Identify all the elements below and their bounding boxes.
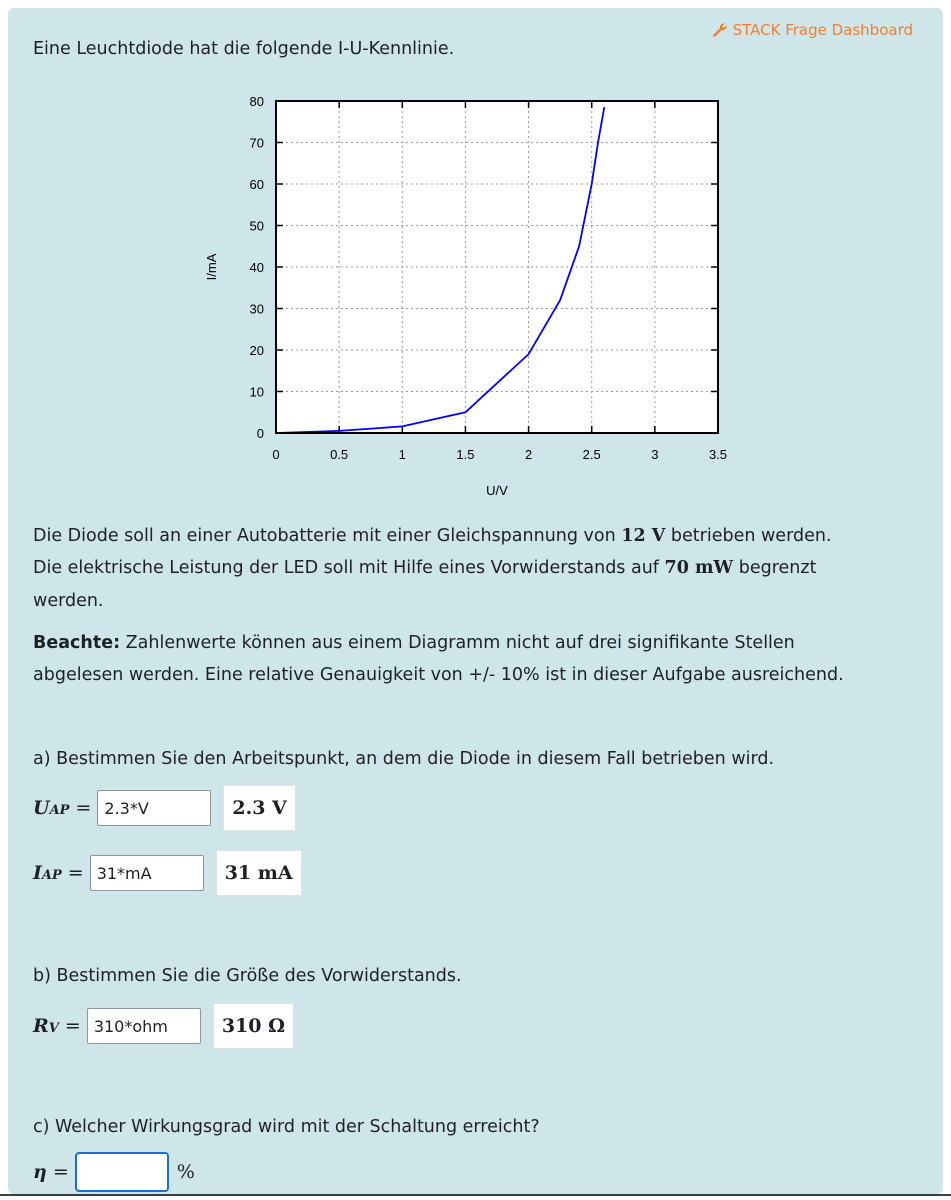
eta-input[interactable]	[75, 1152, 169, 1192]
intro-text: Eine Leuchtdiode hat die folgende I-U-Kennlinie.	[33, 39, 455, 59]
note-line-2: abgelesen werden. Eine relative Genauigkeit von +/- 10% ist in dieser Aufgabe ausreichend.	[33, 665, 844, 685]
r-v-display: 310 Ω	[213, 1003, 294, 1049]
x-tick-label: 0	[272, 447, 280, 462]
x-tick-label: 1	[398, 447, 406, 462]
problem-line-3: werden.	[33, 591, 104, 611]
i-ap-symbol: I	[33, 862, 42, 884]
y-tick-label: 40	[249, 260, 264, 275]
x-axis-label: U/V	[486, 483, 508, 498]
problem-line-2-pre: Die elektrische Leistung der LED soll mit Hilfe eines Vorwiderstands auf	[33, 558, 659, 578]
x-tick-label: 3.5	[708, 447, 728, 462]
y-tick-label: 70	[249, 135, 264, 151]
y-tick-label: 10	[249, 384, 264, 400]
eta-label: η =	[33, 1161, 69, 1183]
y-tick-label: 30	[249, 301, 264, 317]
problem-line-2	[33, 554, 816, 583]
power-value: 70 mW	[664, 558, 734, 578]
i-ap-subscript: AP	[41, 868, 62, 883]
eta-row	[33, 1152, 195, 1192]
dashboard-link-label: STACK Frage Dashboard	[732, 21, 913, 39]
r-v-label: R V =	[33, 1015, 81, 1037]
r-v-subscript: V	[48, 1021, 59, 1036]
u-ap-input[interactable]	[97, 790, 211, 826]
r-v-input[interactable]	[87, 1008, 201, 1044]
eta-unit: %	[176, 1161, 195, 1183]
y-tick-label: 60	[249, 177, 264, 192]
x-tick-label: 0.5	[330, 447, 349, 462]
x-tick-label: 1.5	[456, 447, 475, 462]
note-line-1	[33, 629, 795, 658]
u-ap-row	[33, 785, 296, 831]
u-ap-symbol: U	[33, 797, 50, 819]
bottom-border	[0, 1194, 951, 1196]
u-ap-subscript: AP	[49, 803, 70, 818]
problem-line-1-post: betrieben werden.	[670, 526, 832, 546]
i-ap-display: 31 mA	[216, 850, 302, 896]
r-v-row	[33, 1003, 294, 1049]
x-tick-label: 3	[651, 447, 659, 462]
y-tick-label: 80	[249, 94, 264, 109]
i-ap-row	[33, 850, 302, 896]
part-a-question: a) Bestimmen Sie den Arbeitspunkt, an dem die Diode in diesem Fall betrieben wird.	[33, 749, 775, 769]
voltage-value: 12 V	[621, 526, 666, 546]
x-tick-label: 2	[524, 447, 533, 462]
i-ap-label: I AP =	[33, 862, 84, 884]
note-label: Beachte:	[33, 633, 121, 653]
y-tick-label: 50	[249, 218, 264, 234]
problem-line-1	[33, 522, 832, 551]
y-tick-label: 20	[249, 343, 264, 358]
part-b-question: b) Bestimmen Sie die Größe des Vorwiderstands.	[33, 966, 462, 986]
note-text-1: Zahlenwerte können aus einem Diagramm nicht auf drei signifikante Stellen	[125, 633, 795, 653]
x-tick-label: 2.5	[582, 447, 601, 462]
y-tick-label: 0	[256, 426, 264, 441]
iu-chart	[0, 0, 951, 510]
part-c-question: c) Welcher Wirkungsgrad wird mit der Schaltung erreicht?	[33, 1117, 540, 1137]
problem-line-1-pre: Die Diode soll an einer Autobatterie mit einer Gleichspannung von	[33, 526, 616, 546]
y-axis-label: I/mA	[204, 253, 219, 281]
u-ap-label: U AP =	[33, 797, 92, 819]
eta-symbol: η	[33, 1161, 47, 1183]
r-v-symbol: R	[33, 1015, 49, 1037]
problem-line-2-post: begrenzt	[738, 558, 817, 578]
u-ap-display: 2.3 V	[223, 785, 295, 831]
i-ap-input[interactable]	[90, 855, 204, 891]
